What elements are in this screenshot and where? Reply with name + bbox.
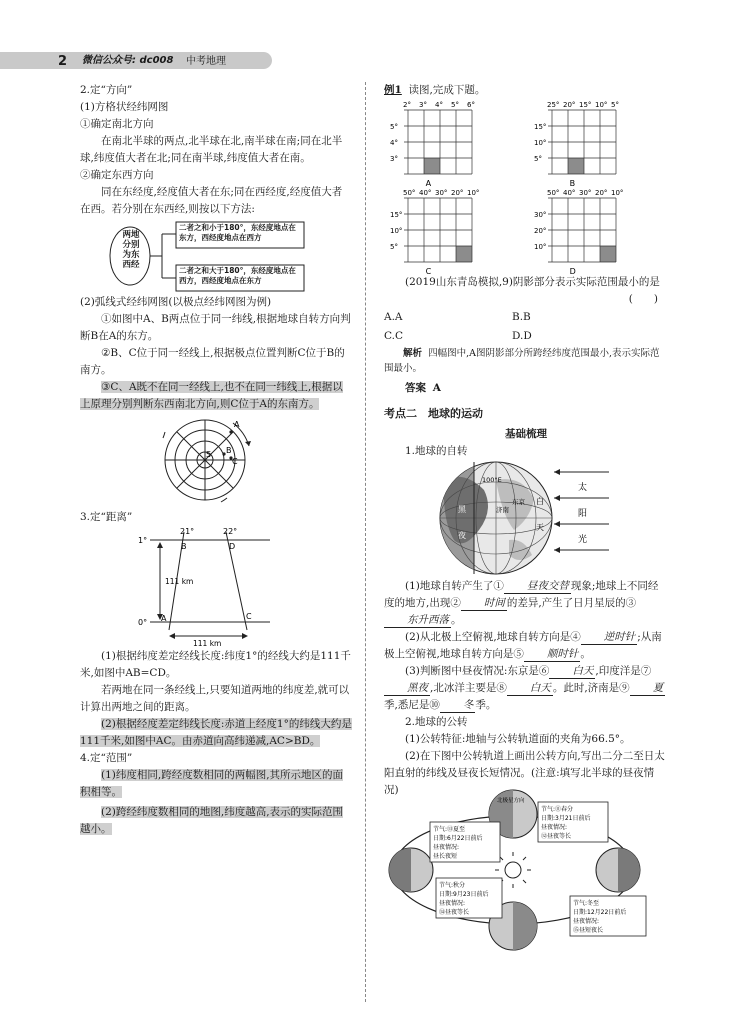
grid-top-label: 10° [611, 189, 624, 197]
answer-value: A [432, 381, 441, 394]
globe-label-hei: 黑 [458, 505, 466, 515]
para: (1)方格状经纬网图 [80, 101, 169, 113]
grid-left-label: 5° [390, 243, 398, 251]
kp2-heading: 考点二 地球的运动 [384, 406, 483, 420]
flowchart-left-label: 两地分别为东西经 [122, 230, 140, 271]
section-range-title: 4.定“范围” [80, 752, 133, 764]
globe-label-ye: 夜 [458, 531, 466, 541]
grid-left-label: 10° [534, 243, 547, 251]
highlighted-para: (2)跨经纬度数相同的地图,纬度越高,表示的实际范围越小。 [80, 806, 344, 835]
grid-top-label: 40° [563, 189, 576, 197]
para: (2)弧线式经纬网图(以极点经纬网图为例) [80, 296, 272, 308]
spring-line-4: ⑫昼夜等长 [541, 833, 572, 840]
autumn-line-1: 节气:秋分 [439, 882, 466, 889]
revolution-q1: (1)公转特征:地轴与公转轨道面的夹角为66.5°。 [405, 733, 631, 746]
dist-point-c: C [246, 612, 252, 621]
east-west-flowchart [80, 220, 352, 292]
analysis-label: 解析 [403, 347, 423, 359]
column-divider [365, 82, 366, 1002]
rotation-q3: (3)判断图中昼夜情况:东京是⑥ 白天 ,印度洋是⑦黑夜 ,北冰洋主要是⑧ 白天 。此时,济南是⑨ 夏季,悉尼是⑩ 冬 季。 [384, 663, 668, 714]
grid-top-label: 5° [451, 101, 459, 109]
rotation-title: 1.地球的自转 [405, 445, 468, 458]
subject-title: 中考地理 [186, 56, 226, 67]
globe-label-tokyo: 东京 [512, 498, 525, 507]
dist-lon-22: 22° [223, 527, 238, 536]
highlighted-para: ③C、A既不在同一经线上,也不在同一纬线上,根据以上原理分别判断东西南北方向,则C位于A的东南方。 [80, 381, 343, 410]
brand-text: 微信公众号: dc008 [82, 55, 174, 66]
grid-map-a [390, 101, 475, 188]
blank-8: 白天 [507, 682, 553, 696]
globe-label-yang: 阳 [578, 509, 588, 520]
rotation-q1: (1)地球自转产生了① 昼夜交替 现象;地球上不同经度的地方,出现② 时间 的差异,产生了日月星辰的③东升西落 。 [384, 578, 668, 629]
grid-left-label: 20° [534, 227, 547, 235]
grid-maps-figure [384, 98, 668, 274]
para: (1)根据纬度差定经线长度:纬度1°的经线大约是111千米,如图中AB=CD。 [80, 650, 351, 679]
option-b: B.B [512, 311, 531, 323]
grid-left-label: 15° [534, 123, 547, 131]
option-d: D.D [512, 329, 532, 342]
blank-9: 夏 [630, 682, 666, 696]
example-prompt: 读图,完成下题。 [408, 84, 486, 96]
revolution-title: 2.地球的公转 [405, 716, 468, 729]
example-label: 例1 [384, 84, 402, 96]
globe-rotation-diagram [384, 460, 668, 578]
grid-top-label: 3° [419, 101, 427, 109]
section-distance-title: 3.定“距离” [80, 511, 133, 523]
grid-top-label: 30° [579, 189, 592, 197]
grid-top-label: 15° [579, 101, 592, 109]
options-row-2 [384, 327, 668, 346]
grid-top-label: 20° [595, 189, 608, 197]
dist-point-b: B [181, 542, 187, 551]
left-column [80, 82, 352, 838]
grid-top-label: 50° [547, 189, 560, 197]
grid-top-label: 20° [563, 101, 576, 109]
blank-2: 时间 [461, 597, 507, 611]
spring-line-3: 昼夜情况: [541, 824, 568, 831]
spring-line-1: 节气:⑪春分 [541, 806, 574, 813]
options-row-1 [384, 308, 668, 327]
grid-top-label: 4° [435, 101, 443, 109]
highlighted-para: (1)纬度相同,跨经度数相同的两幅图,其所示地区的面积相等。 [80, 769, 344, 798]
grid-left-label: 3° [390, 155, 398, 163]
para: ②确定东西方向 [80, 169, 154, 181]
page-number: 2 [58, 54, 68, 69]
analysis-text: 四幅图中,A图阴影部分所跨经纬度范围最小,表示实际范围最小。 [384, 347, 660, 375]
grid-left-label: 10° [390, 227, 403, 235]
para: 同在东经度,经度值大者在东;同在西经度,经度值大者在西。若分别在东西经,则按以下方法: [80, 186, 343, 215]
grid-top-label: 6° [467, 101, 475, 109]
dist-label-ab: 111 km [165, 577, 194, 586]
basic-heading: 基础梳理 [505, 428, 547, 441]
winter-line-1: 节气:冬至 [573, 900, 600, 907]
shaded-cell [568, 158, 584, 174]
autumn-line-3: 昼夜情况: [439, 900, 466, 907]
grid-left-label: 5° [390, 123, 398, 131]
para: ②B、C位于同一经线上,根据极点位置判断C位于B的南方。 [80, 347, 345, 376]
polar-label-s: S [206, 450, 212, 459]
grid-caption: D [569, 267, 576, 274]
autumn-line-2: 日期:9月23日前后 [439, 891, 489, 898]
shaded-cell [456, 246, 472, 262]
grid-top-label: 20° [451, 189, 464, 197]
question-text: (2019山东青岛模拟,9)阴影部分表示实际范围最小的是 [405, 276, 660, 288]
grid-left-label: 15° [390, 211, 403, 219]
page-header [0, 0, 730, 70]
flowchart-box-2: 二者之和大于180°，东经度地点在西方，西经度地点在东方 [179, 266, 296, 286]
globe-label-tian: 天 [536, 523, 544, 533]
grid-top-label: 40° [419, 189, 432, 197]
option-c: C.C [384, 329, 404, 342]
summer-line-4: 昼长夜短 [433, 853, 458, 860]
right-column [384, 82, 668, 799]
polar-label-a: A [234, 420, 240, 429]
shaded-cell [424, 158, 440, 174]
blank-7: 黑夜 [384, 682, 430, 696]
section-direction-title: 2.定“方向” [80, 84, 133, 96]
dist-lat-1: 1° [138, 536, 148, 545]
grid-left-label: 4° [390, 139, 398, 147]
grid-top-label: 30° [435, 189, 448, 197]
revolution-q2: (2)在下图中公转轨道上画出公转方向,写出二分二至日太阳直射的纬线及昼夜长短情况。(注意:填写北半球的昼夜情况) [384, 750, 665, 797]
globe-label-guang: 光 [578, 535, 588, 546]
grid-map-c [390, 189, 479, 274]
grid-left-label: 5° [534, 155, 542, 163]
blank-5: 顺时针 [524, 648, 581, 662]
spring-line-2: 日期:3月21日前后 [541, 815, 591, 822]
rotation-q2: (2)从北极上空俯视,地球自转方向是④ 逆时针 ;从南极上空俯视,地球自转方向是⑤ 顺时针 。 [384, 629, 668, 663]
para: ①如图中A、B两点位于同一纬线,根据地球自转方向判断B在A的东方。 [80, 313, 351, 342]
grid-left-label: 30° [534, 211, 547, 219]
globe-label-jinan: 济南 [496, 506, 509, 515]
blank-4: 逆时针 [581, 631, 638, 645]
summer-line-1: 节气:⑬夏至 [433, 826, 466, 833]
orbit-diagram [378, 786, 658, 954]
polar-grid-diagram [80, 415, 352, 507]
orbit-north-label: 北极星方向 [497, 798, 525, 804]
grid-caption: A [425, 179, 432, 188]
dist-lat-0: 0° [138, 618, 148, 627]
grid-caption: C [425, 267, 432, 274]
shaded-cell [600, 246, 616, 262]
winter-line-2: 日期:12月22日前后 [573, 909, 627, 916]
polar-label-c: C [232, 457, 238, 466]
highlighted-para: (2)根据经度差定纬线长度:赤道上经度1°的纬线大约是111千米,如图中AC。由赤道向高纬递减,AC>BD。 [80, 718, 352, 747]
summer-line-3: 昼夜情况: [433, 844, 460, 851]
summer-line-2: 日期:6月22日前后 [433, 835, 483, 842]
grid-top-label: 2° [403, 101, 411, 109]
globe-label-bai: 白 [536, 497, 544, 507]
globe-label-100e: 100°E [482, 476, 502, 485]
grid-top-label: 10° [467, 189, 480, 197]
grid-top-label: 25° [547, 101, 560, 109]
dist-point-a: A [161, 614, 167, 623]
polar-label-b: B [226, 446, 232, 455]
grid-map-d [534, 189, 623, 274]
grid-top-label: 10° [595, 101, 608, 109]
para: 若两地在同一条经线上,只要知道两地的纬度差,就可以计算出两地之间的距离。 [80, 684, 350, 713]
para: 在南北半球的两点,北半球在北,南半球在南;同在北半球,纬度值大者在北;同在南半球,纬度值大者在南。 [80, 135, 343, 164]
dist-label-ac: 111 km [193, 639, 222, 648]
dist-lon-21: 21° [180, 527, 195, 536]
blank-3: 东升西落 [384, 614, 451, 628]
grid-left-label: 10° [534, 139, 547, 147]
option-a: A.A [384, 311, 403, 323]
grid-map-b [534, 101, 619, 188]
para: ①确定南北方向 [80, 118, 154, 130]
globe-label-tai: 太 [578, 483, 588, 494]
answer-label: 答案 [405, 381, 426, 394]
flowchart-box-1: 二者之和小于180°，东经度地点在东方，西经度地点在西方 [179, 223, 296, 243]
distance-diagram [80, 526, 352, 648]
blank-6: 白天 [549, 665, 595, 679]
grid-caption: B [569, 179, 576, 188]
autumn-line-4: ⑭昼夜等长 [439, 909, 470, 916]
dist-point-d: D [229, 542, 236, 551]
answer-paren: ( ) [628, 293, 658, 305]
grid-top-label: 5° [611, 101, 619, 109]
blank-10: 冬 [440, 699, 476, 713]
winter-line-3: 昼夜情况: [573, 918, 600, 925]
blank-1: 昼夜交替 [504, 580, 571, 594]
winter-line-4: ⑮昼短夜长 [573, 927, 604, 934]
grid-top-label: 50° [403, 189, 416, 197]
